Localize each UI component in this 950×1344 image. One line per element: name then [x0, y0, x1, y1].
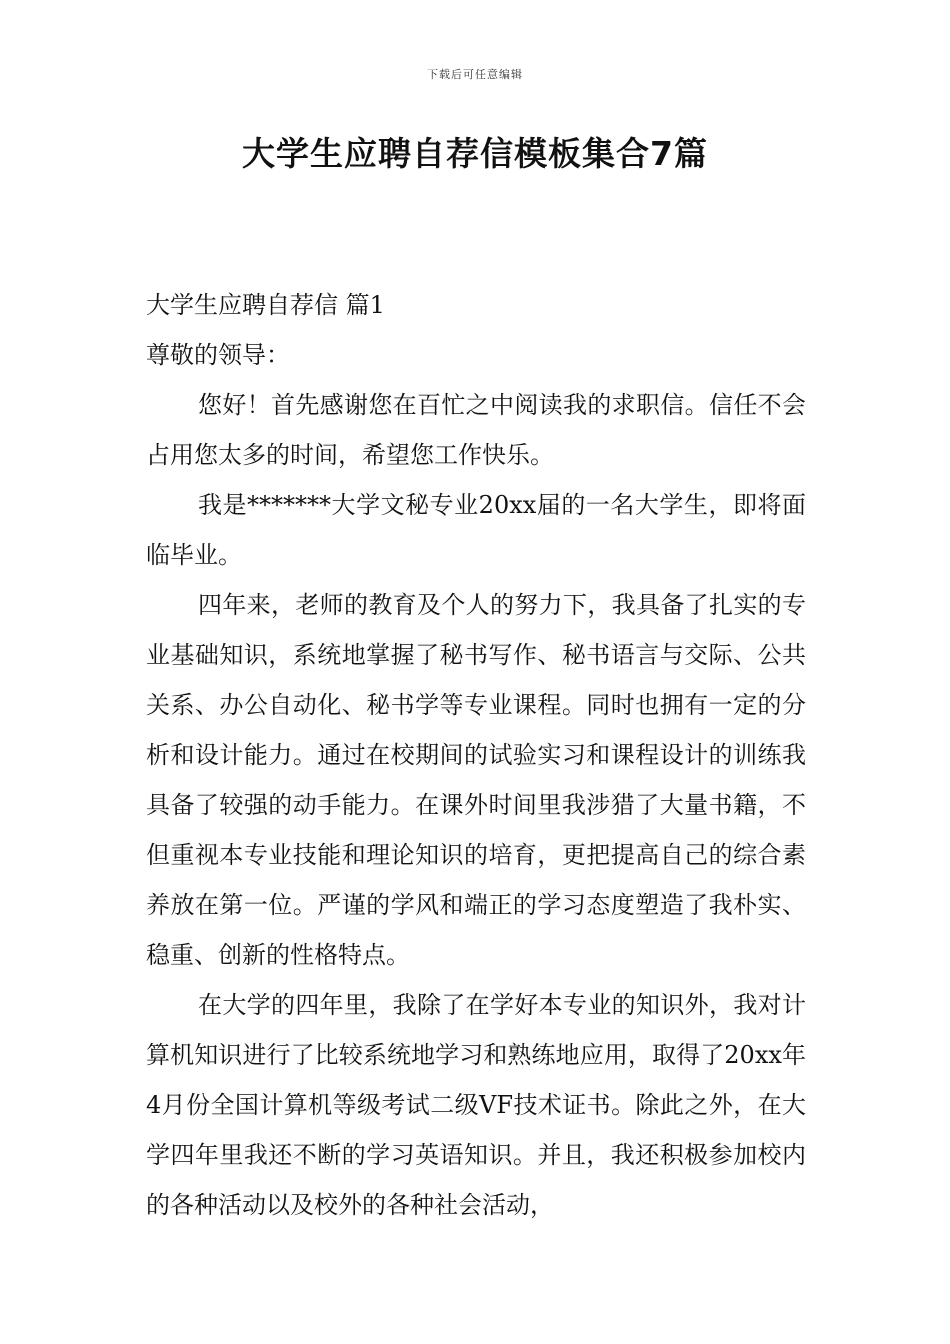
document-body: [146, 280, 806, 1230]
document-title: 大学生应聘自荐信模板集合7篇: [242, 134, 708, 173]
section-heading: 大学生应聘自荐信 篇1: [146, 291, 385, 319]
paragraph-education: 四年来，老师的教育及个人的努力下，我具备了扎实的专业基础知识，系统地掌握了秘书写作、秘书语言与交际、公共关系、办公自动化、秘书学等专业课程。同时也拥有一定的分析和设计能力。通过在校期间的试验实习和课程设计的训练我具备了较强的动手能力。在课外时间里我涉猎了大量书籍，不但重视本专业技能和理论知识的培育，更把提高自己的综合素养放在第一位。严谨的学风和端正的学习态度塑造了我朴实、稳重、创新的性格特点。: [146, 591, 806, 969]
salutation: 尊敬的领导：: [146, 341, 290, 369]
paragraph-greeting: 您好！首先感谢您在百忙之中阅读我的求职信。信任不会占用您太多的时间，希望您工作快乐。: [146, 391, 806, 469]
header-note: 下载后可任意编辑: [427, 68, 523, 81]
paragraph-skills: 在大学的四年里，我除了在学好本专业的知识外，我对计算机知识进行了比较系统地学习和熟练地应用，取得了20xx年4月份全国计算机等级考试二级VF技术证书。除此之外，在大学四年里我还不断的学习英语知识。并且，我还积极参加校内的各种活动以及校外的各种社会活动，: [146, 991, 806, 1219]
paragraph-introduction: 我是*******大学文秘专业20xx届的一名大学生，即将面临毕业。: [146, 491, 806, 569]
